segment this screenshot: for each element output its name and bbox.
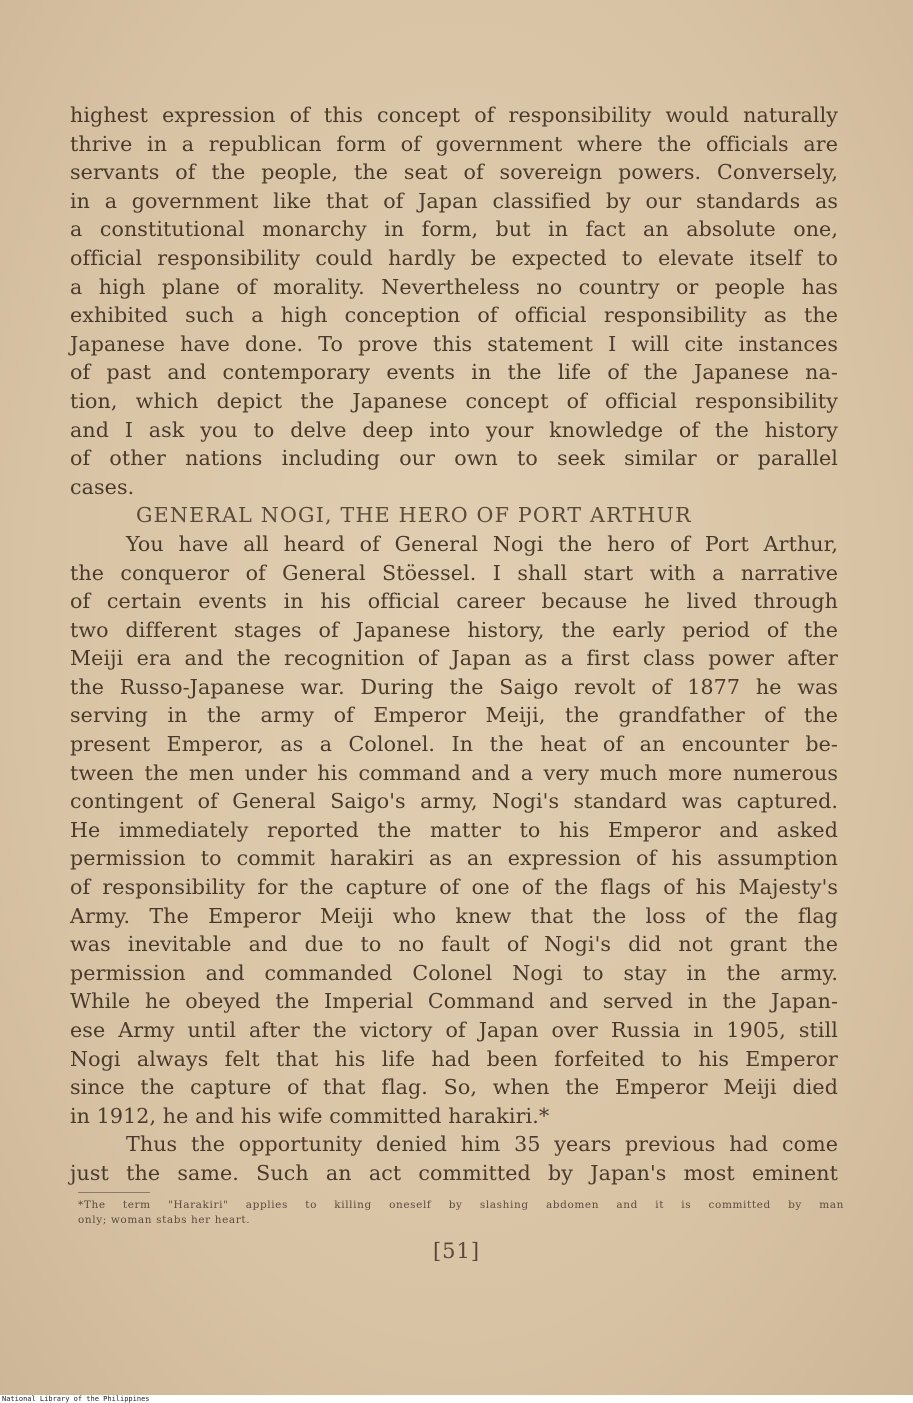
footnote-line: only; woman stabs her heart. [78, 1214, 251, 1226]
body-line: of other nations including our own to seek similar or parallel [70, 446, 838, 471]
body-line: Meiji era and the recognition of Japan as a first class power after [70, 646, 838, 671]
body-line: servants of the people, the seat of sovereign powers. Conversely, [70, 160, 838, 185]
body-line: Nogi always felt that his life had been forfeited to his Emperor [70, 1046, 838, 1071]
footnote [78, 1198, 844, 1228]
section-heading: GENERAL NOGI, THE HERO OF PORT ARTHUR [136, 503, 692, 528]
body-line: a high plane of morality. Nevertheless no country or people has [70, 274, 838, 299]
body-line: official responsibility could hardly be expected to elevate itself to [70, 245, 838, 270]
body-line: present Emperor, as a Colonel. In the heat of an encounter be- [70, 732, 838, 757]
body-line: of responsibility for the capture of one of the flags of his Majesty's [70, 875, 838, 900]
body-line: You have all heard of General Nogi the hero of Port Arthur, [126, 531, 838, 556]
body-line: tween the men under his command and a very much more numerous [70, 760, 838, 785]
body-line: Army. The Emperor Meiji who knew that the loss of the flag [70, 903, 838, 928]
page-number: [51] [432, 1239, 481, 1263]
body-line: contingent of General Saigo's army, Nogi's standard was captured. [70, 789, 838, 814]
body-line: of past and contemporary events in the life of the Japanese na- [70, 360, 838, 385]
footnote-line: *The term "Harakiri" applies to killing oneself by slashing abdomen and it is committed by man [78, 1199, 844, 1211]
body-line: just the same. Such an act committed by Japan's most eminent [70, 1160, 838, 1185]
body-line: of certain events in his official career because he lived through [70, 589, 838, 614]
footnote-rule [78, 1192, 150, 1193]
body-line: and I ask you to delve deep into your knowledge of the history [70, 417, 838, 442]
body-text [70, 101, 838, 1188]
body-line: tion, which depict the Japanese concept of official responsibility [70, 388, 838, 413]
body-line: thrive in a republican form of government where the officials are [70, 131, 838, 156]
body-line: in 1912, he and his wife committed harakiri.* [70, 1103, 550, 1128]
body-line: highest expression of this concept of responsibility would naturally [70, 103, 838, 127]
body-line: cases. [70, 474, 135, 499]
body-line: was inevitable and due to no fault of Nogi's did not grant the [70, 932, 838, 957]
body-line: serving in the army of Emperor Meiji, the grandfather of the [70, 703, 838, 728]
body-line: a constitutional monarchy in form, but in fact an absolute one, [70, 217, 838, 242]
body-line: in a government like that of Japan classified by our standards as [70, 188, 838, 213]
body-line: Japanese have done. To prove this statement I will cite instances [70, 331, 838, 356]
body-line: Thus the opportunity denied him 35 years previous had come [126, 1132, 838, 1157]
body-line: the Russo-Japanese war. During the Saigo revolt of 1877 he was [70, 674, 838, 699]
body-line: permission and commanded Colonel Nogi to stay in the army. [70, 960, 838, 985]
body-line: the conqueror of General Stöessel. I shall start with a narrative [70, 560, 838, 585]
body-line: ese Army until after the victory of Japan over Russia in 1905, still [70, 1018, 838, 1042]
body-line: While he obeyed the Imperial Command and served in the Japan- [70, 989, 838, 1014]
body-line: permission to commit harakiri as an expression of his assumption [70, 846, 838, 871]
body-line: exhibited such a high conception of official responsibility as the [70, 303, 838, 328]
scan-credit: National Library of the Philippines [2, 1395, 150, 1403]
body-line: He immediately reported the matter to his Emperor and asked [70, 817, 838, 842]
body-line: since the capture of that flag. So, when the Emperor Meiji died [70, 1075, 838, 1100]
body-line: two different stages of Japanese history, the early period of the [70, 617, 838, 642]
